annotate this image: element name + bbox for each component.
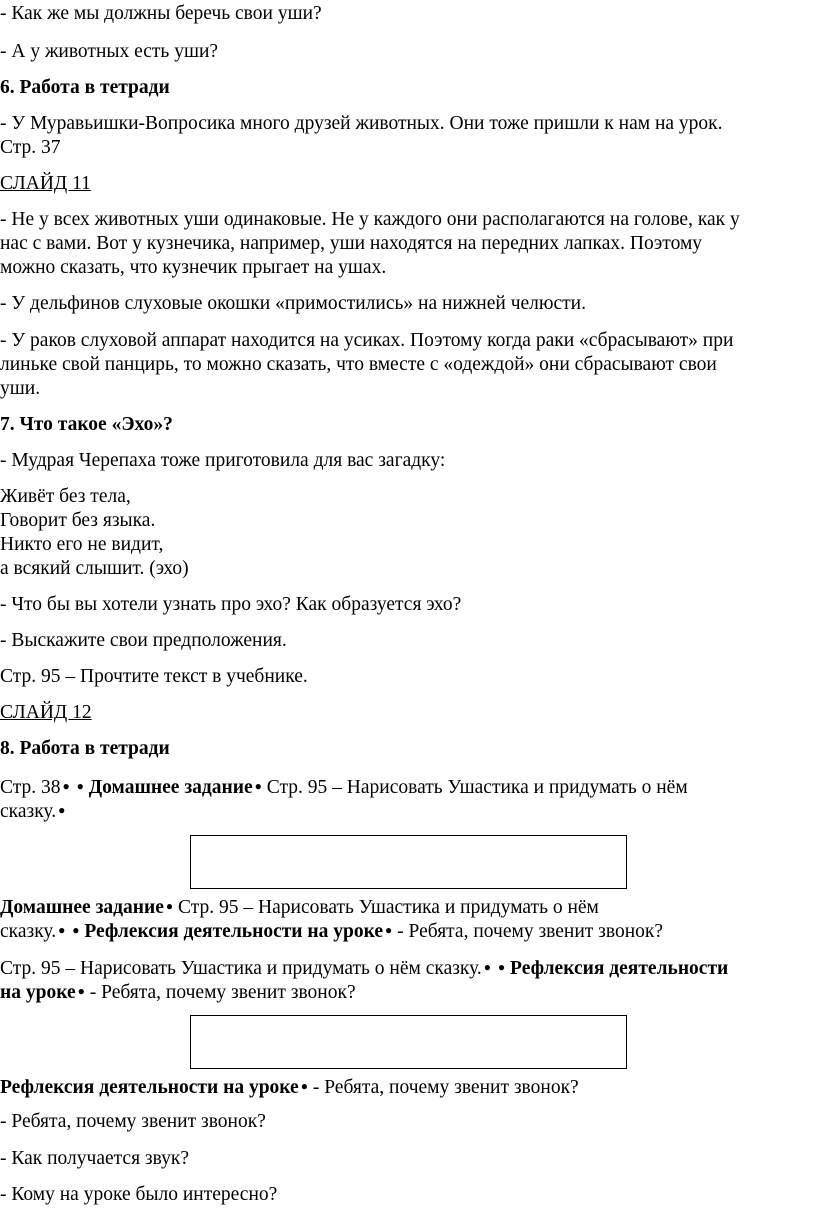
mixed-line — [0, 955, 728, 981]
text-run: сказку. — [0, 801, 57, 822]
text-line: - Мудрая Черепаха тоже приготовила для вас загадку: — [0, 450, 446, 471]
text-run: на уроке — [0, 982, 76, 1003]
text-line: Стр. 95 – Прочтите текст в учебнике. — [0, 666, 308, 687]
text-run: Стр. 95 – Нарисовать Ушастика и придумать о нём — [261, 777, 688, 798]
mixed-line — [0, 774, 688, 800]
mixed-line — [0, 979, 356, 1005]
text-line: - А у животных есть уши? — [0, 41, 219, 62]
text-line: линьке свой панцирь, то можно сказать, что вместе с «одеждой» они сбрасывают свои — [0, 354, 717, 375]
text-line: нас с вами. Вот у кузнечика, например, уши находятся на передних лапках. Поэтому — [0, 233, 703, 254]
bullet-icon: ● — [165, 899, 174, 913]
section-heading: 6. Работа в тетради — [0, 77, 170, 98]
bullet-icon: ● — [385, 923, 393, 937]
text-line: - У дельфинов слуховые окошки «примостились» на нижней челюсти. — [0, 293, 586, 314]
bullet-icon: ● — [58, 803, 66, 817]
text-line: - Не у всех животных уши одинаковые. Не у каждого они располагаются на голове, как у — [0, 209, 740, 230]
bullet-icon: ● — [483, 960, 492, 974]
mixed-line — [0, 798, 65, 824]
mixed-line — [0, 894, 599, 920]
text-run: Стр. 95 – Нарисовать Ушастика и придумать о нём сказку. — [0, 958, 482, 979]
text-line: Стр. 37 — [0, 137, 61, 158]
bullet-icon: ● — [76, 779, 84, 793]
text-run: - Ребята, почему звенит звонок? — [84, 982, 356, 1003]
mixed-line — [0, 1074, 579, 1100]
text-run: Рефлексия деятельности — [510, 958, 729, 979]
slide-label: СЛАЙД 11 — [0, 173, 91, 194]
riddle-line: а всякий слышит. (эхо) — [0, 558, 189, 579]
bullet-icon: ● — [72, 923, 80, 937]
riddle-line: Живёт без тела, — [0, 486, 131, 507]
text-line: - Как получается звук? — [0, 1148, 190, 1169]
text-run: Рефлексия деятельности на уроке — [84, 921, 384, 942]
text-line: - У Муравьишки-Вопросика много друзей животных. Они тоже пришли к нам на урок. — [0, 113, 723, 134]
bullet-icon: ● — [62, 779, 70, 793]
text-line: - У раков слуховой аппарат находится на усиках. Поэтому когда раки «сбрасывают» при — [0, 330, 734, 351]
section-heading: 8. Работа в тетради — [0, 738, 170, 759]
section-heading: 7. Что такое «Эхо»? — [0, 414, 173, 435]
text-run: Домашнее задание — [0, 897, 164, 918]
slide-label: СЛАЙД 12 — [0, 702, 92, 723]
text-line: - Кому на уроке было интересно? — [0, 1184, 278, 1205]
text-line: можно сказать, что кузнечик прыгает на ушах. — [0, 257, 387, 278]
text-run: Стр. 38 — [0, 777, 61, 798]
text-run: сказку. — [0, 921, 57, 942]
text-line: уши. — [0, 378, 41, 399]
text-line: - Ребята, почему звенит звонок? — [0, 1111, 266, 1132]
text-line: - Как же мы должны беречь свои уши? — [0, 3, 322, 24]
riddle-line: Говорит без языка. — [0, 510, 156, 531]
text-line: - Выскажите свои предположения. — [0, 630, 287, 651]
text-run: Домашнее задание — [88, 777, 253, 798]
text-run: - Ребята, почему звенит звонок? — [307, 1077, 579, 1098]
text-run: Стр. 95 – Нарисовать Ушастика и придумать о нём — [173, 897, 599, 918]
empty-frame — [190, 835, 627, 889]
mixed-line — [0, 918, 663, 944]
text-run: Рефлексия деятельности на уроке — [0, 1077, 299, 1098]
bullet-icon: ● — [58, 923, 66, 937]
bullet-icon: ● — [77, 984, 85, 998]
riddle-line: Никто его не видит, — [0, 534, 164, 555]
text-line: - Что бы вы хотели узнать про эхо? Как образуется эхо? — [0, 594, 462, 615]
bullet-icon: ● — [497, 960, 506, 974]
bullet-icon: ● — [254, 779, 262, 793]
bullet-icon: ● — [300, 1079, 308, 1093]
empty-frame — [190, 1015, 627, 1069]
text-run: - Ребята, почему звенит звонок? — [392, 921, 664, 942]
